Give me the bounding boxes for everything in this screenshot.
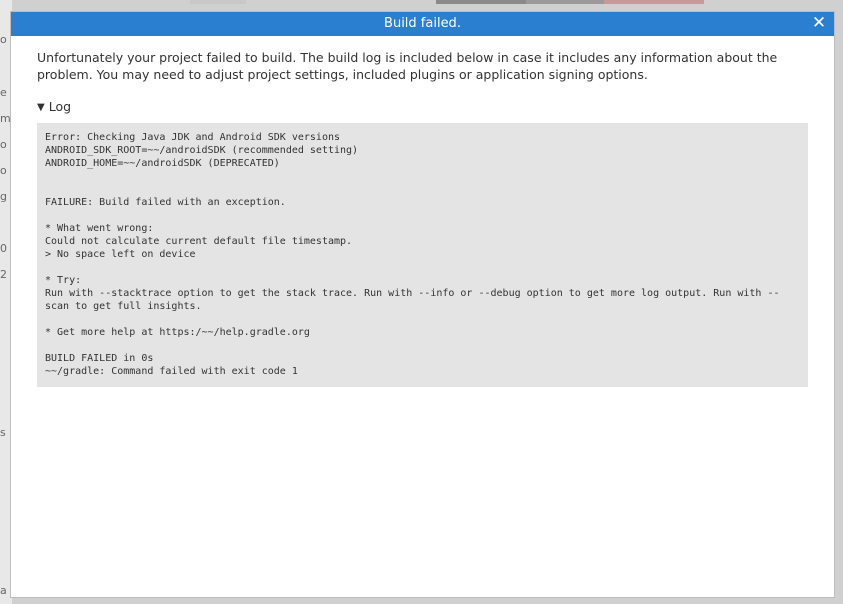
log-line: FAILURE: Build failed with an exception.: [45, 197, 286, 208]
log-line: * Get more help at https:/~~/help.gradle.org: [45, 327, 310, 338]
background-text-fragment: o: [0, 164, 7, 177]
build-log-panel: [37, 123, 808, 387]
triangle-down-icon: ▼: [37, 102, 45, 113]
log-line: [45, 209, 800, 222]
log-toggle-label: Log: [48, 99, 72, 114]
background-tab: [526, 0, 604, 4]
background-text-fragment: s: [0, 426, 6, 439]
log-toggle[interactable]: [37, 99, 71, 114]
log-line: ANDROID_HOME=~~/androidSDK (DEPRECATED): [45, 158, 280, 169]
background-text-fragment: 0: [0, 242, 7, 255]
log-line: * Try:: [45, 275, 82, 286]
background-tab: [436, 0, 526, 4]
background-tab: [604, 0, 704, 4]
dialog-title: Build failed.: [384, 16, 461, 31]
background-text-fragment: m: [0, 112, 11, 125]
background-text-fragment: o: [0, 138, 7, 151]
log-line: ~~/gradle: Command failed with exit code 1: [45, 366, 298, 377]
build-failed-dialog: [11, 12, 834, 597]
log-line: [45, 261, 800, 274]
dialog-titlebar: [11, 12, 834, 36]
log-line: [45, 170, 800, 183]
background-text-fragment: a: [0, 584, 7, 597]
log-line: [45, 313, 800, 326]
log-line: [45, 339, 800, 352]
log-line: Run with --stacktrace option to get the stack trace. Run with --info or --debug option to get more log output. Run with --scan to get full insights.: [45, 288, 780, 312]
background-text-fragment: o: [0, 33, 7, 46]
build-log-text: [45, 131, 800, 378]
log-line: [45, 183, 800, 196]
log-line: ANDROID_SDK_ROOT=~~/androidSDK (recommended setting): [45, 145, 359, 156]
background-tab: [190, 0, 246, 4]
log-line: BUILD FAILED in 0s: [45, 353, 154, 364]
log-line: * What went wrong:: [45, 223, 154, 234]
failure-message: Unfortunately your project failed to build. The build log is included below in case it includes any information about the problem. You may need to adjust project settings, included plugins or application signing options.: [37, 50, 778, 82]
close-icon[interactable]: ✕: [811, 13, 827, 33]
log-line: Error: Checking Java JDK and Android SDK versions: [45, 132, 341, 143]
log-line: > No space left on device: [45, 249, 196, 260]
background-text-fragment: g: [0, 190, 7, 203]
background-text-fragment: e: [0, 86, 7, 99]
log-line: Could not calculate current default file timestamp.: [45, 236, 353, 247]
dialog-content: [11, 36, 834, 387]
background-text-fragment: 2: [0, 268, 7, 281]
